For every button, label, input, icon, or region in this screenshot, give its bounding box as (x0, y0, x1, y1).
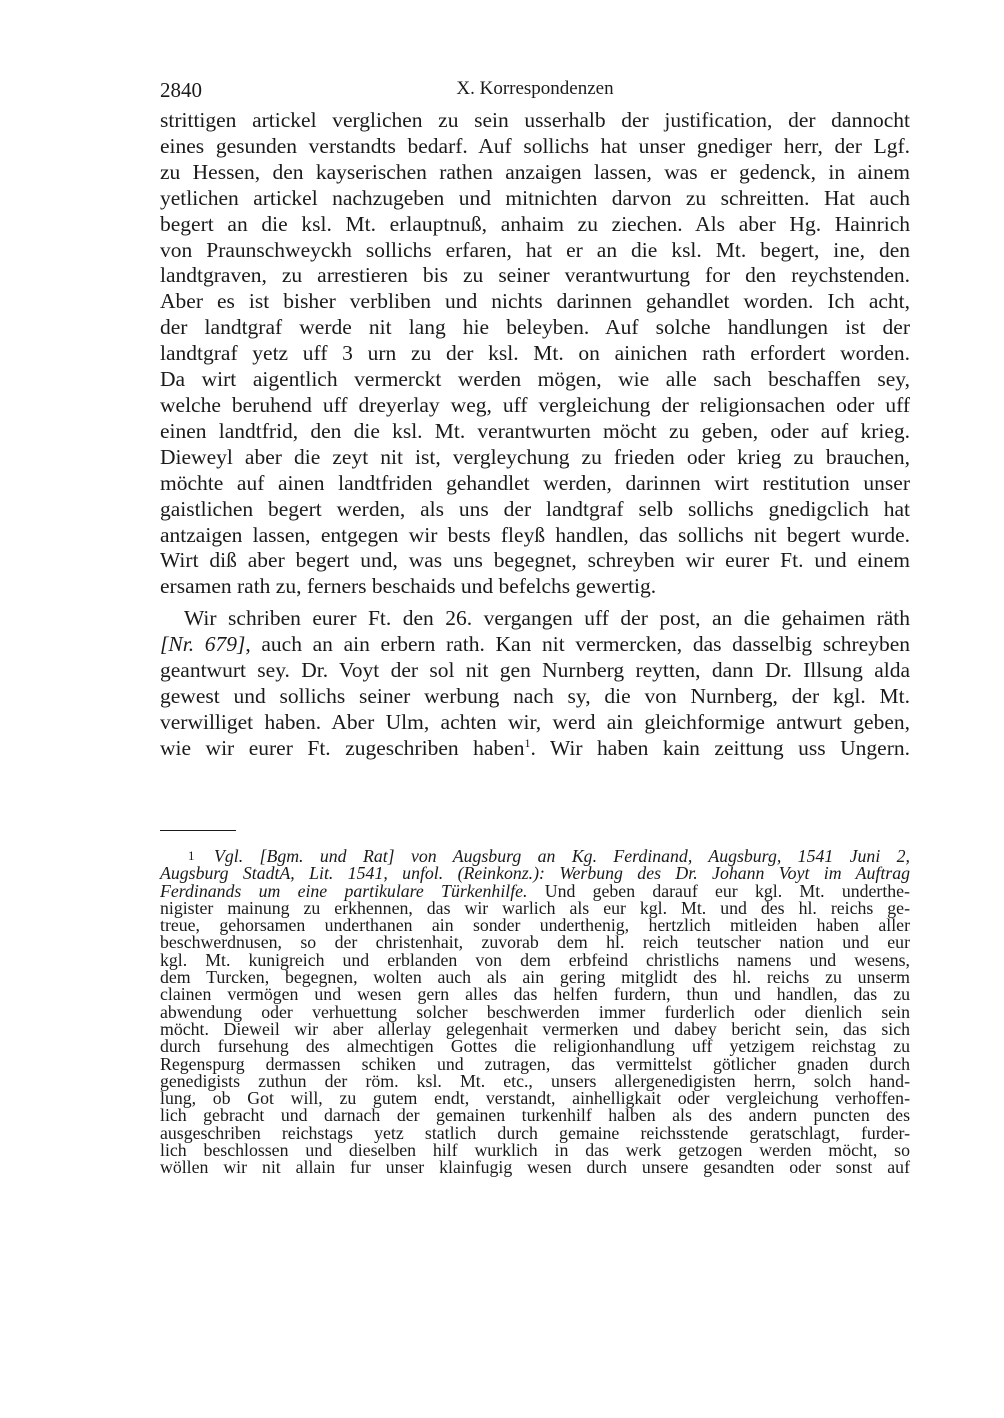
footnote-line: lich gebracht und darnach der gemainen turkenhilf halben als des andern puncten des (160, 1105, 910, 1126)
footnote-reference: 1 (524, 735, 531, 750)
running-title: X. Korrespondenzen (456, 78, 614, 99)
text-line: von Praunschweyckh sollichs erfaren, hat er an die ksl. Mt. begert, ine, den (160, 237, 910, 262)
text-line: einen landtfrid, den die ksl. Mt. verantwurten möcht zu geben, oder auf krieg. (160, 418, 910, 443)
footnote-line: clainen vermögen und wesen gern alles das helfen furdern, thun und handlen, das zu (160, 984, 910, 1005)
footnote-line: ausgeschriben reichstags yetz statlich durch gemaine reichsstende geratschlagt, furder- (160, 1122, 910, 1143)
text-line: zu Hessen, den kayserischen rathen anzaigen lassen, was er gedenck, in ainem (160, 159, 910, 184)
text-run: . Wir haben kain zeittung uss Ungern. (530, 735, 911, 760)
text-line: Wirt diß aber begert und, was uns begegnet, schreyben wir eurer Ft. und einem (160, 548, 910, 573)
footnote-line: genedigists zuthun der röm. ksl. Mt. etc., unsers allergenedigisten herrn, solch hand- (160, 1070, 910, 1091)
text-line: landtgraf yetz uff 3 urn zu der ksl. Mt. on ainichen rath erfordert worden. (160, 341, 910, 366)
footnote-citation: Augsburg StadtA, Lit. 1541, unfol. (Reinkonz.): Werbung des Dr. Johann Voyt im Auftrag (160, 863, 910, 884)
text-line: yetlichen artickel nachzugeben und mitnichten darvon zu schreitten. Hat auch (160, 185, 910, 210)
text-line: gewest und sollichs seiner werbung nach sy, die von Nurnberg, der kgl. Mt. (160, 683, 910, 708)
text-line: Wir schriben eurer Ft. den 26. vergangen uff der post, an die gehaimen räth (184, 606, 910, 631)
footnote-line: lich beschlossen und dieselben hilf wurklich in das werk getzogen werden möcht, so (160, 1140, 910, 1161)
paragraph-1 (160, 108, 910, 600)
text-line: eines gesunden verstandts bedarf. Auf sollichs hat unser gnediger herr, der Lgf. (160, 133, 910, 158)
cross-reference: [Nr. 679] (160, 632, 246, 657)
footnote (160, 848, 910, 1177)
footnote-line: Regenspurg dermassen schiken und zutragen, das vermittelst götlicher gnaden durch (160, 1053, 910, 1074)
text-line: Da wirt aigentlich vermerckt werden mögen, wie alle sach beschaffen sey, (160, 367, 910, 392)
text-run: , auch an ain erbern rath. Kan nit vermercken, das dasselbig schreyben (245, 632, 910, 657)
text-line: welche beruhend uff dreyerlay weg, uff vergleichung der religionsachen oder uff (160, 392, 910, 417)
footnote-line: kgl. Mt. kunigreich und erblanden von dem erbfeind christlichs namens und wesens, (160, 949, 910, 970)
text-line: Aber es ist bisher verbliben und nichts darinnen gehandlet worden. Ich acht, (160, 289, 910, 314)
document-page (160, 78, 911, 1178)
text-line: landtgraven, zu arrestieren bis zu seiner verantwurtung for den reychstenden. (160, 263, 910, 288)
text-line: begert an die ksl. Mt. erlauptnuß, anhaim zu ziechen. Als aber Hg. Hainrich (160, 211, 910, 236)
main-text (160, 108, 910, 762)
footnote-line: lung, ob Got will, zu gutem endt, verstandt, ainhelligkait oder vergleichung verhoffen- (160, 1088, 910, 1109)
text-line: gaistlichen begert werden, als uns der landtgraf selb sollichs gnedigclich hat (160, 496, 910, 521)
footnote-line: durch fursehung des almechtigen Gottes die religionhandlung uff yetzigem reichstag zu (160, 1036, 910, 1057)
text-line: der landtgraf werde nit lang hie beleyben. Auf solche handlungen ist der (160, 315, 910, 340)
text-line: antzaigen lassen, entgegen wir bests fleyß handlen, das sollichs nit begert wurde. (160, 522, 910, 547)
footnote-line: möcht. Dieweil wir aber allerlay gelegenhait vermerken und dabey bericht sein, das sich (160, 1018, 910, 1039)
text-line: ersamen rath zu, ferners beschaids und befelchs gewertig. (160, 574, 657, 599)
footnote-separator (160, 830, 236, 831)
footnote-citation: Ferdinands um eine partikulare Türkenhilfe. (160, 880, 528, 901)
text-run: wie wir eurer Ft. zugeschriben haben (160, 735, 525, 760)
page-number: 2840 (160, 78, 202, 102)
text-line: geantwurt sey. Dr. Voyt der sol nit gen Nurnberg reytten, dann Dr. Illsung alda (160, 658, 910, 683)
text-line: verwilliget haben. Aber Ulm, achten wir, werd ain gleichformige antwurt geben, (160, 709, 910, 734)
footnote-line: dem Turcken, begegnen, wolten auch als ain gering mitglidt des hl. reichs zu unserm (160, 967, 910, 988)
text-line: möchte auf ainen landtfriden gehandlet werden, darinnen wirt restitution unser (160, 470, 910, 495)
paragraph-2 (160, 606, 910, 761)
text-line (160, 736, 910, 762)
footnote-line: wöllen wir nit allain fur unser klainfugig wesen durch unsere gesandten oder sonst auf (160, 1157, 910, 1178)
footnote-line: nigister mainung zu erkhennen, das wir warlich als eur kgl. Mt. und des hl. reichs ge- (160, 897, 910, 918)
text-line: strittigen artickel verglichen zu sein usserhalb der justification, der dannocht (160, 108, 910, 132)
page-header (160, 78, 910, 108)
text-line (160, 632, 910, 658)
footnote-mark: 1 (188, 848, 195, 863)
text-run: Und geben darauf eur kgl. Mt. underthe- (527, 880, 910, 901)
footnote-line: beschwerdnusen, so der christenhait, zuvorab dem hl. reich teutscher nation und eur (160, 932, 910, 953)
footnote-line: treue, gehorsamen underthanen ain sonder underthenig, hertzlich mitleiden haben aller (160, 915, 910, 936)
footnote-line: abwendung oder verhuettung solcher beschwerden immer furderlich oder dienlich sein (160, 1001, 910, 1022)
text-line: Dieweyl aber die zeyt nit ist, vergleychung zu frieden oder krieg zu brauchen, (160, 444, 910, 469)
footnote-citation: Vgl. [Bgm. und Rat] von Augsburg an Kg. Ferdinand, Augsburg, 1541 Juni 2, (214, 846, 910, 866)
